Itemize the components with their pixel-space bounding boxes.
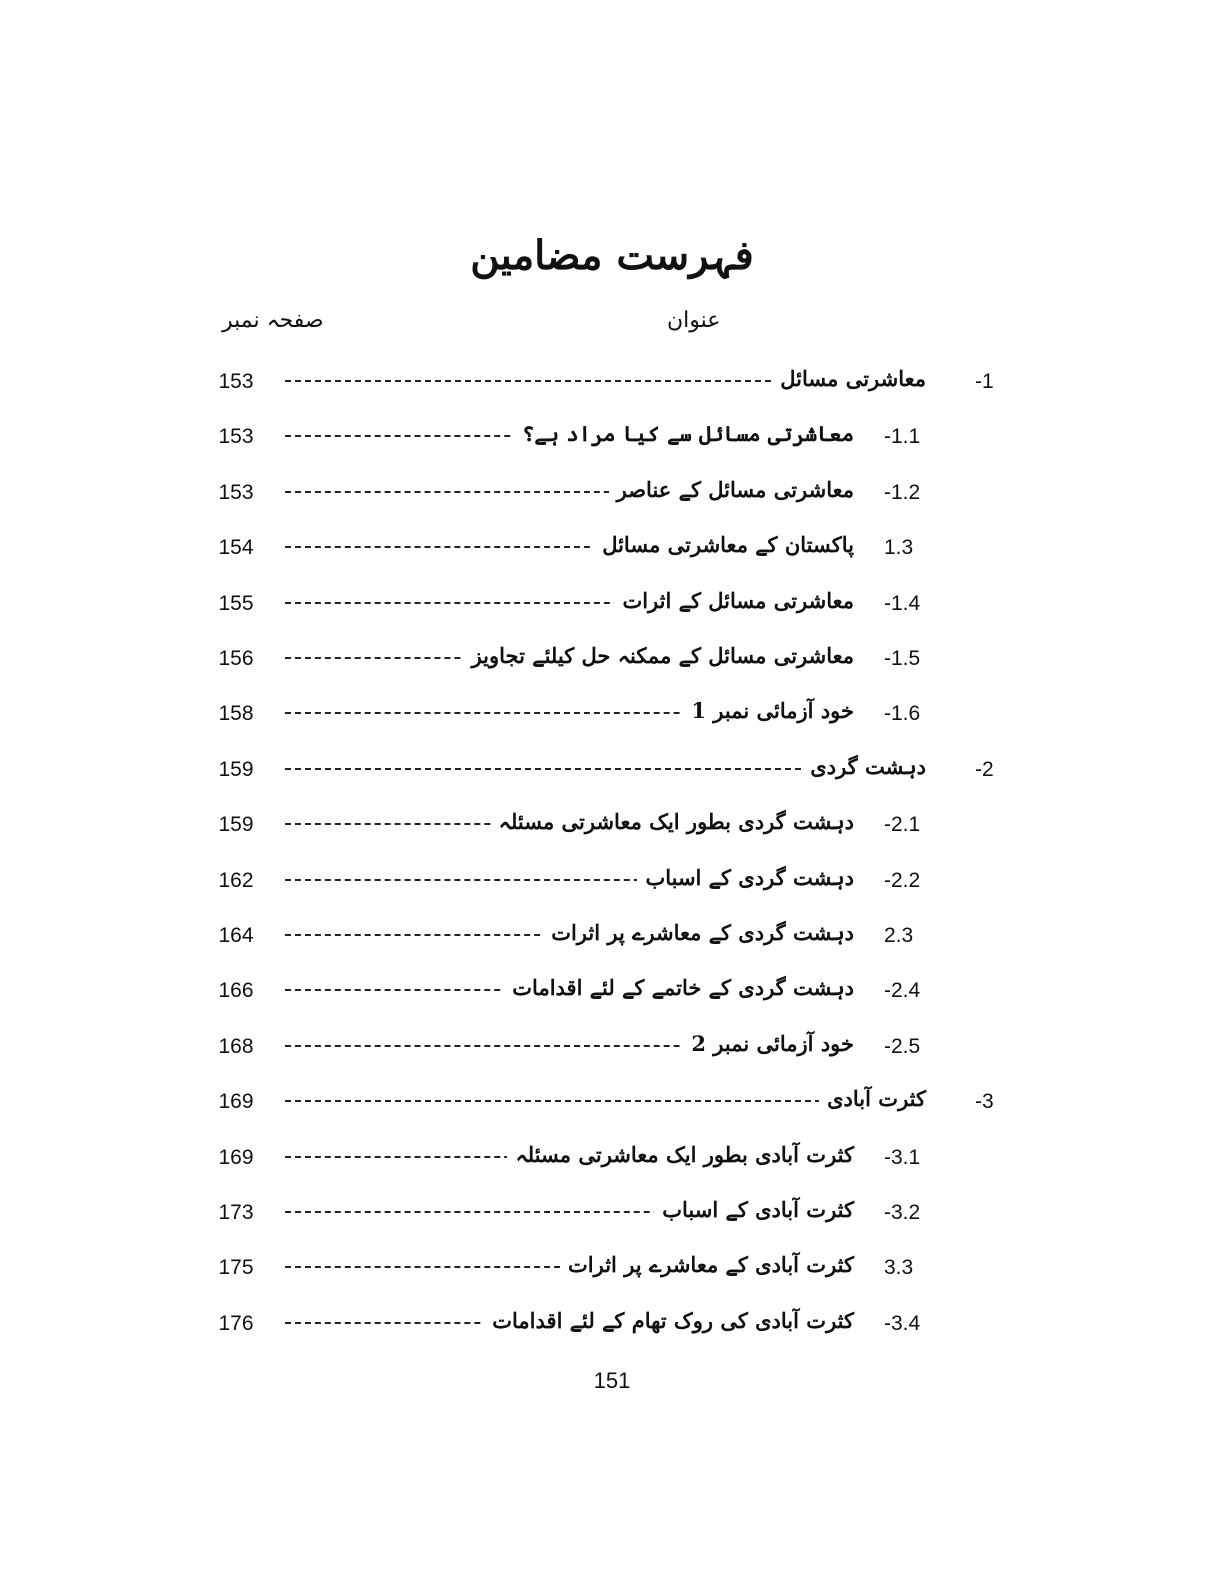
toc-entry-number: -1.1 — [884, 425, 921, 448]
toc-entry — [0, 916, 1224, 956]
toc-entry — [0, 861, 1224, 901]
toc-entry-number: 2.3 — [884, 924, 914, 947]
toc-entry-number: -2.5 — [884, 1035, 921, 1058]
toc-entry-page: 155 — [218, 592, 254, 615]
toc-entry-title: کثرت آبادی — [819, 1082, 926, 1116]
toc-entry — [0, 528, 1224, 568]
toc-entry — [0, 639, 1224, 679]
toc-entry-number: -2.4 — [884, 979, 921, 1002]
toc-entry — [0, 362, 1224, 402]
toc-entry-page: 162 — [218, 869, 254, 892]
toc-entry-title: معاشرتی مسائل — [772, 362, 926, 396]
toc-entry-number: -3.4 — [884, 1312, 921, 1335]
toc-entry-page: 176 — [218, 1312, 254, 1335]
toc-entry-number: -1 — [975, 370, 994, 393]
toc-entry — [0, 1248, 1224, 1288]
toc-entry-page: 153 — [218, 481, 254, 504]
toc-entry-title: خود آزمائی نمبر 2 — [683, 1027, 854, 1061]
topic-column-header: عنوان — [667, 308, 721, 333]
toc-entry-page: 169 — [218, 1146, 254, 1169]
toc-entry-number: -3.1 — [884, 1146, 921, 1169]
toc-entry-title: دہشت گردی — [802, 750, 926, 784]
toc-entry-title: معاشرتی مسائل کے عناصر — [609, 473, 854, 507]
toc-entry-number: -1.5 — [884, 647, 921, 670]
toc-entry-number: -1.4 — [884, 592, 921, 615]
toc-entry-title: پاکستان کے معاشرتی مسائل — [594, 528, 854, 562]
page-column-header: صفحہ نمبر — [222, 308, 324, 333]
toc-entry-title: کثرت آبادی کے اسباب — [654, 1193, 854, 1227]
toc-entry-page: 168 — [218, 1035, 254, 1058]
toc-entry-title: دہشت گردی کے اسباب — [637, 861, 854, 895]
toc-entry-title: کثرت آبادی بطور ایک معاشرتی مسئلہ — [507, 1138, 854, 1172]
toc-entry-page: 173 — [218, 1201, 254, 1224]
toc-entry-number: -2 — [975, 758, 994, 781]
toc-entry-number: -1.6 — [884, 702, 921, 725]
toc-entry-title: معاشرتی مسائل سے کیا مراد ہے؟ — [514, 417, 854, 451]
toc-entry — [0, 417, 1224, 457]
toc-entry — [0, 473, 1224, 513]
page-title: فہرست مضامین — [470, 232, 754, 279]
toc-entry-title: معاشرتی مسائل کے اثرات — [614, 584, 854, 618]
toc-entry — [0, 584, 1224, 624]
toc-entry-title: کثرت آبادی کی روک تھام کے لئے اقدامات — [484, 1304, 854, 1338]
toc-entry — [0, 971, 1224, 1011]
toc-entry-page: 159 — [218, 813, 254, 836]
toc-entry-page: 169 — [218, 1090, 254, 1113]
toc-entry — [0, 1193, 1224, 1233]
toc-entry-page: 159 — [218, 758, 254, 781]
toc-entry-page: 164 — [218, 924, 254, 947]
toc-entry-page: 153 — [218, 370, 254, 393]
toc-entry-number: -3 — [975, 1090, 994, 1113]
toc-entry-page: 166 — [218, 979, 254, 1002]
toc-entry — [0, 1082, 1224, 1122]
toc-entry-number: -2.2 — [884, 869, 921, 892]
toc-entry-title: کثرت آبادی کے معاشرے پر اثرات — [560, 1248, 854, 1282]
toc-entry-title: دہشت گردی کے معاشرے پر اثرات — [543, 916, 854, 950]
toc-entry-number: -1.2 — [884, 481, 921, 504]
toc-entry-page: 154 — [218, 536, 254, 559]
toc-entry-page: 156 — [218, 647, 254, 670]
toc-entry-page: 175 — [218, 1256, 254, 1279]
toc-entry-number: 1.3 — [884, 536, 914, 559]
toc-entry-title: دہشت گردی بطور ایک معاشرتی مسئلہ — [491, 805, 854, 839]
toc-entry — [0, 694, 1224, 734]
toc-entry-page: 158 — [218, 702, 254, 725]
toc-entry-title: دہشت گردی کے خاتمے کے لئے اقدامات — [504, 971, 854, 1005]
page-number: 151 — [593, 1368, 631, 1393]
toc-entry-number: 3.3 — [884, 1256, 914, 1279]
toc-entry — [0, 1138, 1224, 1178]
toc-entry — [0, 750, 1224, 790]
toc-entry-page: 153 — [218, 425, 254, 448]
toc-entry-title: خود آزمائی نمبر 1 — [683, 694, 854, 728]
toc-entry-title: معاشرتی مسائل کے ممکنہ حل کیلئے تجاویز — [464, 639, 854, 673]
toc-entry — [0, 1304, 1224, 1344]
toc-entry — [0, 805, 1224, 845]
toc-entry — [0, 1027, 1224, 1067]
toc-entry-number: -3.2 — [884, 1201, 921, 1224]
toc-entry-number: -2.1 — [884, 813, 921, 836]
